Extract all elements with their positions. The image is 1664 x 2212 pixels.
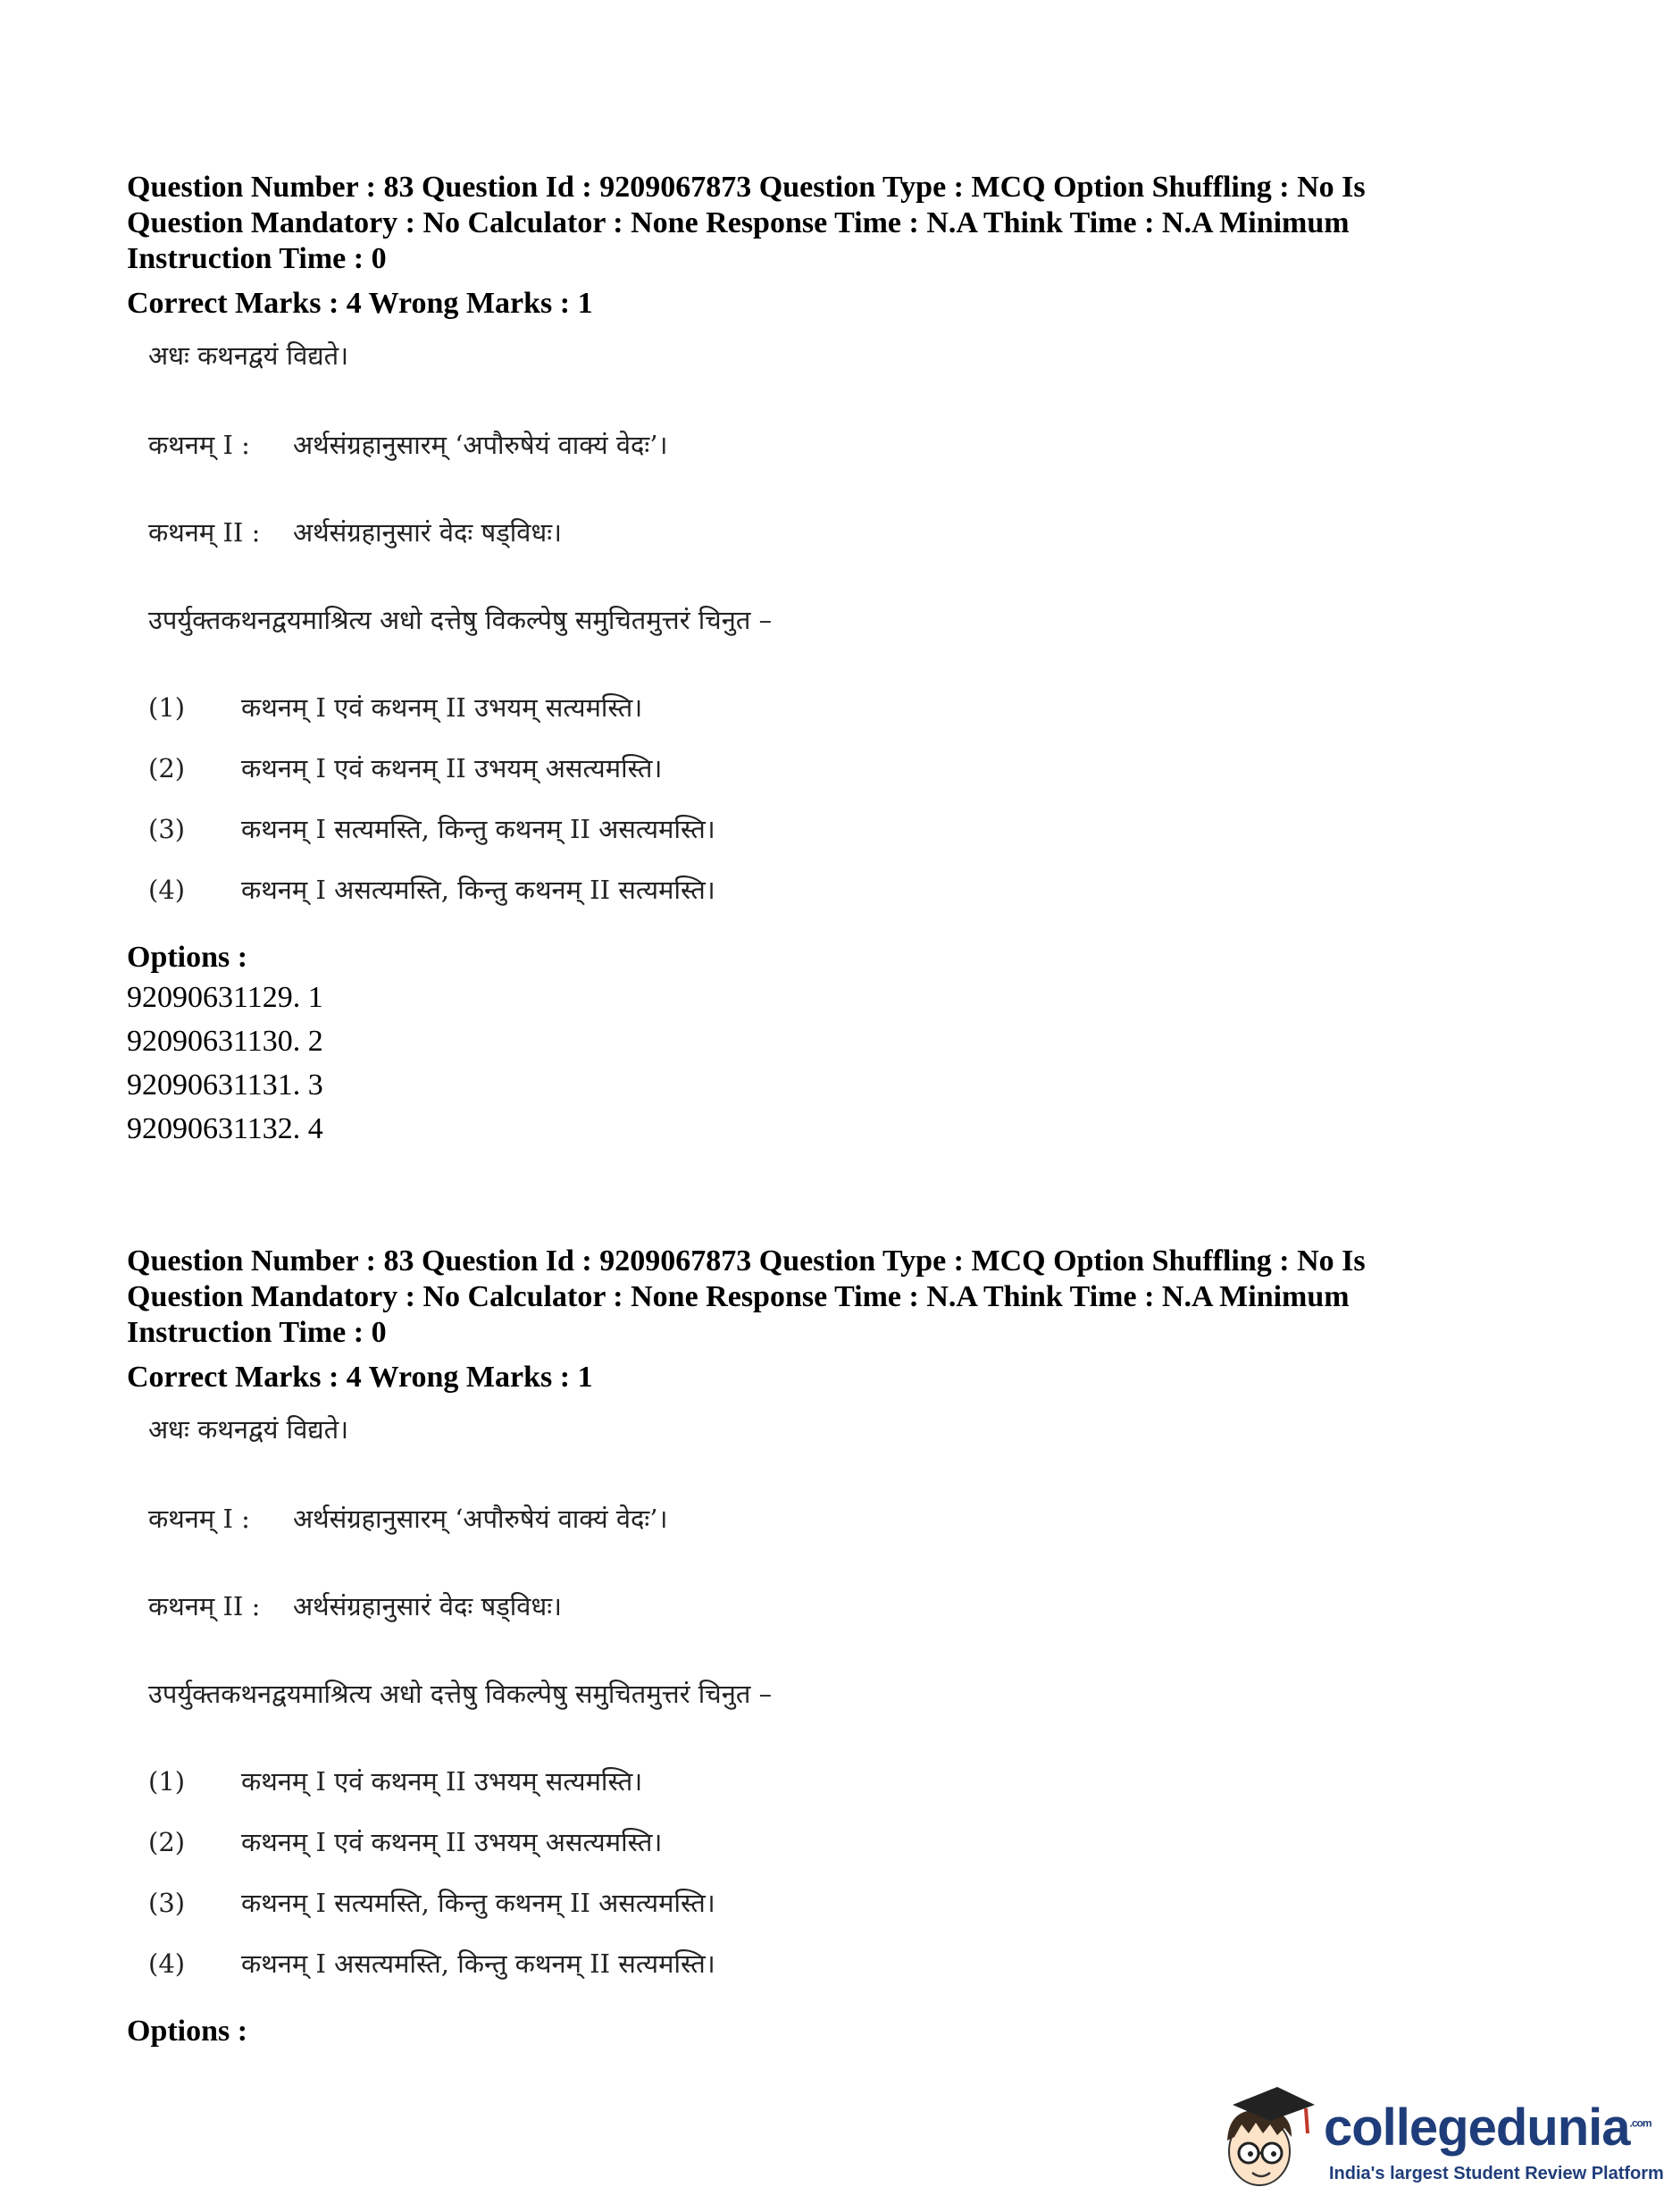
choice-text: कथनम् I असत्यमस्ति, किन्तु कथनम् II सत्यमस्ति। [241,1948,715,1979]
question-body [148,338,1520,908]
marks-line: Correct Marks : 4 Wrong Marks : 1 [127,1361,593,1394]
question-meta-line: Question Number : 83 Question Id : 9209067873 Question Type : MCQ Option Shuffling : No Is [127,1244,1366,1278]
choice-number: (4) [148,1948,186,1979]
options-title: Options : [127,941,248,974]
options-title: Options : [127,2015,248,2048]
statement-text: अर्थसंग्रहानुसारं वेदः षड्विधः। [293,517,563,548]
choice-number: (1) [148,692,186,723]
logo-name: collegedunia [1324,2099,1630,2157]
statement-label: कथनम् II : [148,517,261,548]
choice-text: कथनम् I असत्यमस्ति, किन्तु कथनम् II सत्यमस्ति। [241,875,715,905]
choice-item [148,750,1520,786]
choice-item [148,811,1520,847]
choice-item [148,690,1520,725]
choice-text: कथनम् I एवं कथनम् II उभयम् असत्यमस्ति। [241,1827,663,1857]
question-meta-line: Instruction Time : 0 [127,1316,387,1349]
choice-number: (2) [148,1827,186,1857]
question-intro: अधः कथनद्वयं विद्यते। [148,1414,349,1445]
choice-number: (2) [148,753,186,783]
question-meta-line: Question Number : 83 Question Id : 9209067873 Question Type : MCQ Option Shuffling : No Is [127,171,1366,204]
marks-line: Correct Marks : 4 Wrong Marks : 1 [127,287,593,320]
question-meta-line: Question Mandatory : No Calculator : None Response Time : N.A Think Time : N.A Minimum [127,1280,1350,1313]
statement-text: अर्थसंग्रहानुसारम् ‘अपौरुषेयं वाक्यं वेदः’। [293,430,668,460]
statement-label: कथनम् II : [148,1591,261,1621]
option-id-row: 92090631131. 3 [127,1068,323,1102]
statement-label: कथनम् I : [148,1504,250,1534]
statement-1 [148,1501,1520,1537]
choice-text: कथनम् I सत्यमस्ति, किन्तु कथनम् II असत्यमस्ति। [241,1888,715,1918]
statement-text: अर्थसंग्रहानुसारम् ‘अपौरुषेयं वाक्यं वेदः’। [293,1504,668,1534]
choice-number: (3) [148,1888,186,1918]
statement-2 [148,515,1520,550]
statement-label: कथनम् I : [148,430,250,460]
choice-text: कथनम् I एवं कथनम् II उभयम् सत्यमस्ति। [241,692,643,723]
logo-suffix: .com [1629,2116,1651,2130]
logo-tagline: India's largest Student Review Platform [1329,2164,1664,2183]
option-id-row: 92090631130. 2 [127,1025,323,1058]
choice-item [148,872,1520,908]
option-id-row: 92090631129. 1 [127,981,323,1014]
statement-1 [148,427,1520,463]
statement-2 [148,1588,1520,1624]
statement-text: अर्थसंग्रहानुसारं वेदः षड्विधः। [293,1591,563,1621]
question-block-1 [127,170,1520,1151]
choice-item [148,1946,1520,1982]
question-instruction: उपर्युक्तकथनद्वयमाश्रित्य अधो दत्तेषु विकल्पेषु समुचितमुत्तरं चिनुत – [148,605,773,635]
logo-wordmark [1324,2098,1651,2158]
choice-text: कथनम् I एवं कथनम् II उभयम् असत्यमस्ति। [241,753,663,783]
choice-number: (4) [148,875,186,905]
question-meta-line: Question Mandatory : No Calculator : None Response Time : N.A Think Time : N.A Minimum [127,206,1350,239]
choice-item [148,1824,1520,1860]
choice-item [148,1764,1520,1799]
choice-text: कथनम् I सत्यमस्ति, किन्तु कथनम् II असत्यमस्ति। [241,814,715,844]
choice-number: (3) [148,814,186,844]
choice-number: (1) [148,1766,186,1797]
student-mascot-icon [1215,2082,1318,2198]
question-intro: अधः कथनद्वयं विद्यते। [148,340,349,371]
collegedunia-logo[interactable] [1215,2082,1664,2198]
option-id-row: 92090631132. 4 [127,1112,323,1145]
question-block-2 [127,1244,1520,2049]
question-meta-line: Instruction Time : 0 [127,242,387,275]
question-instruction: उपर्युक्तकथनद्वयमाश्रित्य अधो दत्तेषु विकल्पेषु समुचितमुत्तरं चिनुत – [148,1679,773,1709]
choice-text: कथनम् I एवं कथनम् II उभयम् सत्यमस्ति। [241,1766,643,1797]
question-body [148,1412,1520,1982]
choice-item [148,1885,1520,1921]
